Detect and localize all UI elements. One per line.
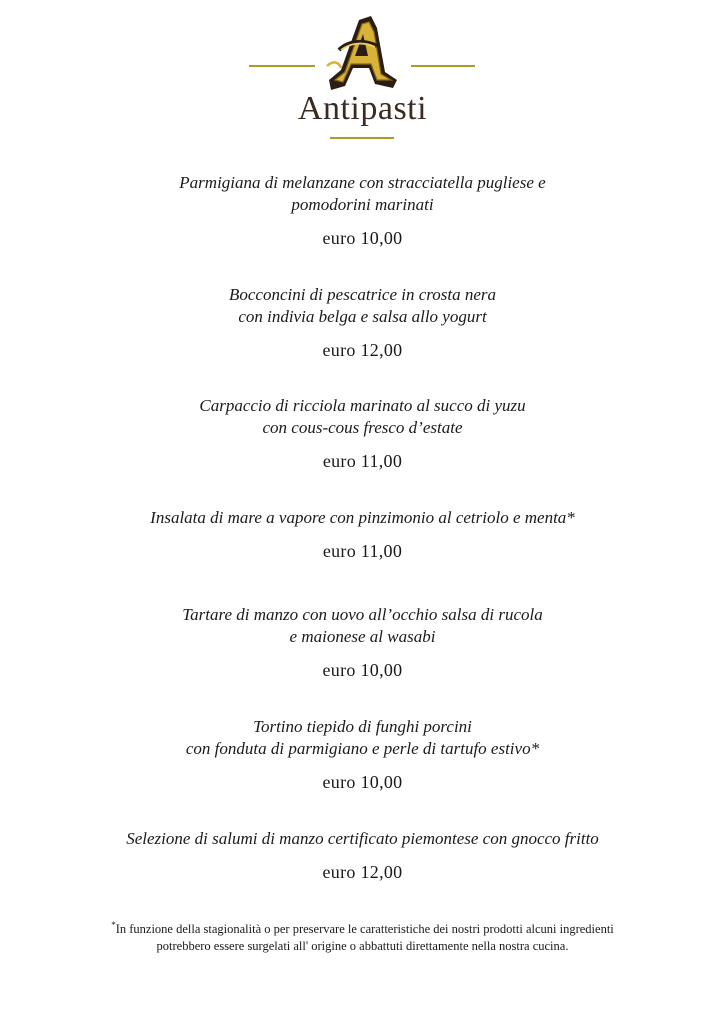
footnote-line — [60, 917, 665, 938]
dish-name-line: e maionese al wasabi — [289, 627, 436, 646]
dish-price: euro 11,00 — [322, 451, 403, 471]
dish-name — [0, 716, 725, 760]
dish-name — [0, 507, 725, 529]
dish-item — [0, 507, 725, 562]
dish-item — [0, 716, 725, 793]
dish-name-line: Selezione di salumi di manzo certificato piemontese con gnocco fritto — [126, 829, 599, 848]
section-title: Antipasti — [297, 90, 428, 127]
dish-name-line: Bocconcini di pescatrice in crosta nera — [228, 285, 497, 304]
dish-item — [0, 395, 725, 472]
dish-name-line: Carpaccio di ricciola marinato al succo di yuzu — [199, 396, 526, 415]
footnote-line: potrebbero essere surgelati all' origine o abbattuti direttamente nella nostra cucina. — [156, 939, 569, 954]
header-rule-right — [411, 65, 475, 67]
title-underline — [330, 137, 394, 139]
dish-name — [0, 284, 725, 328]
dish-name-line: con indivia belga e salsa allo yogurt — [238, 307, 487, 326]
dish-name-line: con fonduta di parmigiano e perle di tartufo estivo* — [185, 739, 540, 758]
header-rule-left — [249, 65, 315, 67]
dish-name-line: Insalata di mare a vapore con pinzimonio al cetriolo e menta* — [150, 508, 575, 527]
restaurant-logo-icon — [319, 10, 405, 96]
dish-price: euro 11,00 — [322, 541, 403, 561]
dish-name — [0, 395, 725, 439]
footnote-mark: * — [111, 920, 116, 930]
dish-name-line: con cous-cous fresco d’estate — [262, 418, 463, 437]
dish-price: euro 10,00 — [322, 228, 403, 248]
dish-name-line: Tortino tiepido di funghi porcini — [253, 717, 472, 736]
dish-price: euro 10,00 — [322, 772, 403, 792]
dish-item — [0, 828, 725, 883]
dish-price: euro 10,00 — [322, 660, 403, 680]
dish-name-line: pomodorini marinati — [291, 195, 434, 214]
dish-price: euro 12,00 — [322, 862, 403, 882]
dish-item — [0, 284, 725, 361]
dish-item — [0, 172, 725, 249]
allergen-footnote — [60, 917, 665, 955]
dish-price: euro 12,00 — [322, 340, 403, 360]
menu-header — [0, 0, 725, 150]
dish-name — [0, 828, 725, 850]
dish-name — [0, 172, 725, 216]
footnote-text: In funzione della stagionalità o per preservare le caratteristiche dei nostri prodotti alcuni ingredienti — [115, 922, 614, 937]
dish-name — [0, 604, 725, 648]
dish-name-line: Parmigiana di melanzane con stracciatella pugliese e — [179, 173, 546, 192]
dish-name-line: Tartare di manzo con uovo all’occhio salsa di rucola — [182, 605, 543, 624]
dish-item — [0, 604, 725, 681]
